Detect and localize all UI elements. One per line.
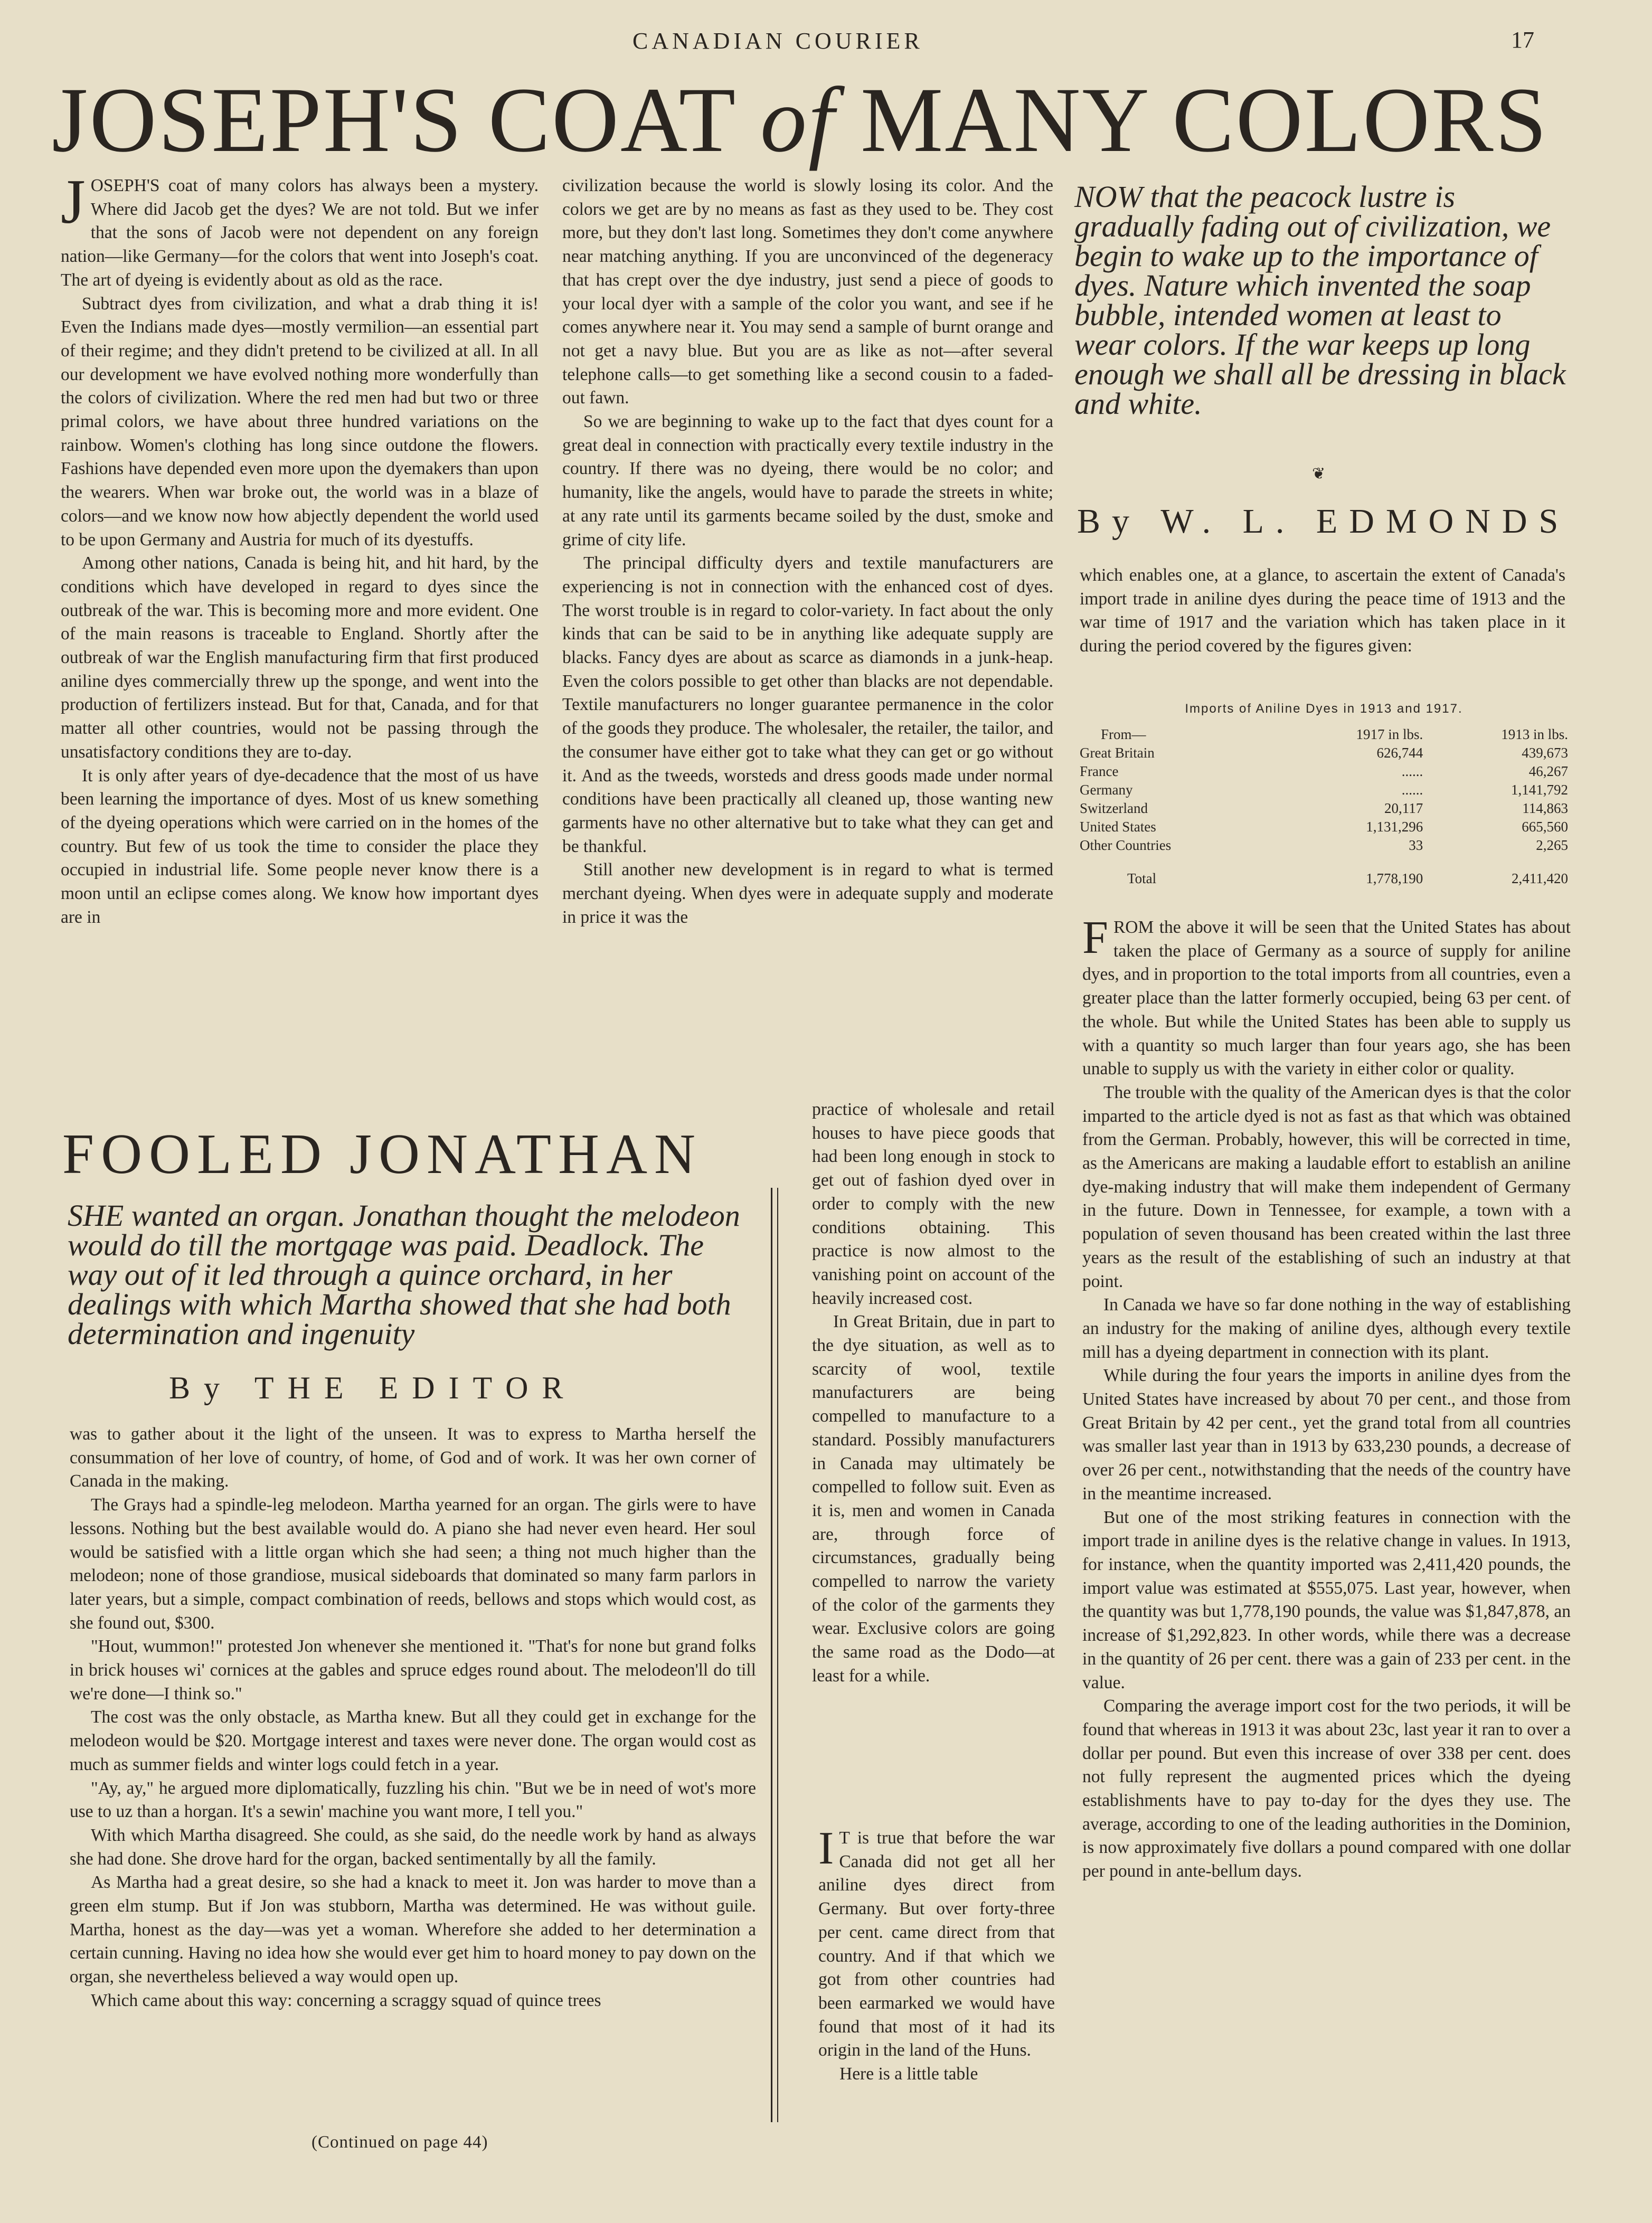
- continued-note: (Continued on page 44): [311, 2133, 488, 2152]
- story-byline: By THE EDITOR: [169, 1370, 577, 1405]
- ornament: ❦: [1312, 465, 1326, 483]
- table-row: [1080, 799, 1568, 818]
- drop-cap: F: [1082, 912, 1108, 963]
- paragraph: Comparing the average import cost for the two periods, it will be found that whereas in 1913 it was about 23c, last year it ran to over a dollar per pound. But even this increase of over 338 per cent. does not fully represent the augmented prices which the dyeing establishments have to pay to-day for the dyes they use. The average, according to one of the leading authorities in the Dominion, is now approximately five dollars a pound compared with one dollar per pound in ante-bellum days.: [1082, 1696, 1571, 1881]
- running-head: CANADIAN COURIER: [633, 28, 923, 54]
- paragraph: The principal difficulty dyers and textile manufacturers are experiencing is not in connection with the enhanced cost of dyes. The worst trouble is in regard to color-variety. In fact about the only kinds that can be said to be in anything like adequate supply are blacks. Fancy dyes are about as scarce as diamonds in a junk-heap. Even the colors possible to get other than blacks are not dependable. Textile manufacturers no longer guarantee permanence in the color of the goods they produce. The wholesaler, the retailer, the tailor, and the consumer have either got to take what they can get or go without it. And as the tweeds, worsteds and dress goods made under normal conditions have been practically all cleaned up, those wanting new garments have no other alternative but to take what they can get and be thankful.: [562, 553, 1053, 856]
- byline: By W. L. EDMONDS: [1077, 502, 1570, 541]
- paragraph: "Ay, ay," he argued more diplomatically, fuzzling his chin. "But we be in need of wot's more use to uz than a horgan. It's a sewin' machine you want more, I tell you.": [70, 1778, 756, 1822]
- paragraph: With which Martha disagreed. She could, as she said, do the needle work by hand as always she had done. She drove hard for the organ, backed sentimentally by all the family.: [70, 1825, 756, 1869]
- paragraph: The cost was the only obstacle, as Martha knew. But all they could get in exchange for the melodeon would be $20. Mortgage interest and taxes were never done. The organ would cost as much as summer fields and winter logs could fetch in a year.: [70, 1707, 756, 1774]
- table-cell: 626,744: [1376, 745, 1423, 761]
- table-row: [1080, 744, 1568, 762]
- paragraph: Which came about this way: concerning a scraggy squad of quince trees: [91, 1990, 601, 2010]
- table-cell: 439,673: [1522, 745, 1568, 761]
- article-column-3-continued: [818, 1823, 1055, 2086]
- article-column-4-continued: [1082, 912, 1571, 1884]
- table-cell: 665,560: [1522, 819, 1568, 835]
- article-column-1: [61, 166, 539, 930]
- table-header-row: [1080, 725, 1568, 744]
- paragraph: OSEPH'S coat of many colors has always been a mystery. Where did Jacob get the dyes? We are not told. But we infer that the sons of Jacob were not dependent on any foreign nation—like Germany—for the colors that went into Joseph's coat. The art of dyeing is evidently about as old as the race.: [61, 176, 539, 290]
- paragraph: Here is a little table: [839, 2064, 978, 2084]
- paragraph: Among other nations, Canada is being hit, and hit hard, by the conditions which have developed in regard to dyes since the outbreak of the war. This is becoming more and more evident. One of the main reasons is traceable to England. Shortly after the outbreak of war the English manufacturing firm that first produced aniline dyes commercially threw up the sponge, and went into the production of fertilizers instead. But for that, Canada, and for that matter all other countries, would not be passing through the unsatisfactory conditions they are to-day.: [61, 553, 539, 762]
- paragraph: ROM the above it will be seen that the United States has about taken the place of Germany as a source of supply for aniline dyes, and in proportion to the total imports from all countries, even a greater place than the latter formerly occupied, being 63 per cent. of the whole. But while the United States has been able to supply us with a quantity so much larger than four years ago, she has been unable to supply us with the variety in either color or quality.: [1082, 917, 1571, 1079]
- table-cell: 1,131,296: [1366, 819, 1423, 835]
- table-cell: 2,265: [1536, 837, 1568, 853]
- paragraph: practice of wholesale and retail houses to have piece goods that had been long enough in stock to get out of fashion dyed over in order to comply with the new conditions obtaining. This practice is now almost to the vanishing point on account of the heavily increased cost.: [812, 1100, 1055, 1308]
- page-number: 17: [1511, 27, 1534, 53]
- table-cell: Great Britain: [1080, 745, 1155, 761]
- table-cell: United States: [1080, 819, 1156, 835]
- main-title: [52, 69, 1549, 172]
- table-cell: 1,141,792: [1511, 782, 1568, 798]
- table-cell: 2,411,420: [1512, 871, 1568, 886]
- table-cell: 20,117: [1384, 800, 1423, 816]
- table-header: 1917 in lbs.: [1356, 726, 1423, 742]
- table-header: 1913 in lbs.: [1501, 726, 1568, 742]
- table-cell: 46,267: [1528, 763, 1568, 779]
- main-title-of: of: [760, 69, 836, 172]
- table-cell: ......: [1401, 763, 1423, 779]
- imports-table: [1080, 699, 1568, 888]
- table-header: From—: [1101, 726, 1146, 742]
- table-total-row: [1080, 855, 1568, 888]
- table-cell: 33: [1409, 837, 1423, 853]
- paragraph: was to gather about it the light of the unseen. It was to express to Martha herself the consummation of her love of country, of home, of God and of work. It was her own corner of Canada in the making.: [70, 1424, 756, 1491]
- table-total-label: Total: [1127, 871, 1157, 886]
- table-cell: Other Countries: [1080, 837, 1172, 853]
- paragraph: Subtract dyes from civilization, and what a drab thing it is! Even the Indians made dyes—mostly vermilion—an essential part of their regime; and they didn't pretend to be civilized at all. In all our development we have evolved nothing more wonderfully than the colors of civilization. Where the red men had but two or three primal colors, we have about three hundred variations on the rainbow. Women's clothing has long since outdone the flowers. Fashions have depended even more upon the dyemakers than upon the wearers. When war broke out, the world was in a blaze of colors—and we know now how abjectly dependent the world used to be upon Germany and Austria for much of its dyestuffs.: [61, 294, 539, 550]
- paragraph: In Canada we have so far done nothing in the way of establishing an industry for the making of aniline dyes, although every textile mill has a dyeing department in connection with its plant.: [1082, 1295, 1571, 1362]
- table-cell: France: [1080, 763, 1119, 779]
- table-row: [1080, 762, 1568, 781]
- paragraph: But one of the most striking features in connection with the import trade in aniline dyes is the relative change in values. In 1913, for instance, when the quantity imported was 2,411,420 pounds, the import value was estimated at $555,075. Last year, however, when the quantity was but 1,778,190 pounds, the value was $1,847,878, an increase of $1,292,823. In other words, while there was a decrease in the quantity of 26 per cent. there was a gain of 233 per cent. in the value.: [1082, 1507, 1571, 1692]
- paragraph: Still another new development is in regard to what is termed merchant dyeing. When dyes were in adequate supply and moderate in price it was the: [562, 860, 1053, 927]
- table-cell: Switzerland: [1080, 800, 1148, 816]
- paragraph: civilization because the world is slowly losing its color. And the colors we get are by no means as fast as they used to be. They cost more, but they don't last long. Sometimes they don't come anywhere near matching anything. If you are unconvinced of the degeneracy that has crept over the dye industry, just send a piece of goods to your local dyer with a sample of the color you want, and see if he comes anywhere near it. You may send a sample of burnt orange and not get a navy blue. But you are as like as not—after several telephone calls—to get something like a second cousin to a faded-out fawn.: [562, 176, 1053, 408]
- story-body: [70, 1423, 756, 2013]
- story-deck: SHE wanted an organ. Jonathan thought the melodeon would do till the mortgage was paid. Deadlock. The way out of it led through a quince orchard, in her dealings with which Martha showed that she had both determination and ingenuity: [68, 1198, 740, 1351]
- paragraph: In Great Britain, due in part to the dye situation, as well as to scarcity of wool, textile manufacturers are being compelled to manufacture to a standard. Possibly manufacturers in Canada may ultimately be compelled to follow suit. Even as it is, men and women in Canada are, through force of circumstances, gradually being compelled to narrow the variety of the color of the garments they wear. Exclusive colors are going the same road as the Dodo—at least for a while.: [812, 1312, 1055, 1686]
- article-deck: NOW that the peacock lustre is gradually fading out of civilization, we begin to wake up to the importance of dyes. Nature which invented the soap bubble, intended women at least to wear colors. If the war keeps up long enough we shall all be dressing in black and white.: [1074, 179, 1566, 421]
- article-column-3: [812, 1098, 1055, 1688]
- table-cell: 114,863: [1522, 800, 1568, 816]
- table-caption: Imports of Aniline Dyes in 1913 and 1917.: [1185, 702, 1463, 716]
- table-row: [1080, 781, 1568, 799]
- divider: [777, 1188, 778, 2122]
- main-title-part2: MANY COLORS: [860, 69, 1549, 172]
- paragraph: The Grays had a spindle-leg melodeon. Martha yearned for an organ. The girls were to have lessons. Nothing but the best available would do. A piano she had never even heard. Her soul would be satisfied with a little organ which she had seen; a thing not much higher than the melodeon; none of those grandiose, musical sideboards that dominated so many farm parlors in later years, but a simple, compact combination of reeds, bellows and stops which would cost, as she found out, $300.: [70, 1495, 756, 1633]
- paragraph: So we are beginning to wake up to the fact that dyes count for a great deal in connection with practically every textile industry in the country. If there was no dyeing, there would be no color; and humanity, like the angels, would have to parade the streets in white; at any rate until its garments became soiled by the dust, smoke and grime of city life.: [562, 412, 1053, 550]
- paragraph: It is only after years of dye-decadence that the most of us have been learning the importance of dyes. Most of us knew something of the dyeing operations which were carried on in the homes of the country. But few of us took the time to consider the place they occupied in industrial life. Some people never know there is a moon until an eclipse comes along. We know how important dyes are in: [61, 765, 539, 927]
- table-row: [1080, 818, 1568, 836]
- table-cell: Germany: [1080, 782, 1133, 798]
- paragraph: "Hout, wummon!" protested Jon whenever she mentioned it. "That's for none but grand folks in brick houses wi' cornices at the gables and spruce edges round about. The melodeon'll do till we're done—I think so.": [70, 1636, 756, 1704]
- divider: [771, 1188, 772, 2122]
- paragraph: which enables one, at a glance, to ascertain the extent of Canada's import trade in aniline dyes during the peace time of 1913 and the war time of 1917 and the variation which has taken place in it during the period covered by the figures given:: [1080, 565, 1565, 656]
- paragraph: The trouble with the quality of the American dyes is that the color imparted to the article dyed is not as fast as that which was obtained from the German. Probably, however, this will be corrected in time, as the Americans are making a laudable effort to establish an aniline dye-making industry that will make them independent of Germany in the future. Down in Tennessee, for example, a town with a population of seven thousand has been created within the last three years as the result of the establishing of such an industry at that point.: [1082, 1082, 1571, 1291]
- main-title-part1: JOSEPH'S COAT: [52, 69, 735, 172]
- article-column-4: [1080, 564, 1565, 658]
- article-column-2: [562, 174, 1053, 930]
- paragraph: T is true that before the war Canada did not get all her aniline dyes direct from Germany. But over forty-three per cent. came direct from that country. And if that which we got from other countries had been earmarked we would have found that most of it had its origin in the land of the Huns.: [818, 1828, 1055, 2060]
- drop-cap: I: [818, 1823, 834, 1874]
- paragraph: As Martha had a great desire, so she had a knack to meet it. Jon was harder to move than a green elm stump. But if Jon was stubborn, Martha was determined. He was without guile. Martha, honest as the day—was yet a woman. Wherefore she added to her determination a certain cunning. Having no idea how she would ever get him to hoard money to pay down on the organ, she nevertheless believed a way would open up.: [70, 1872, 756, 1987]
- table-cell: ......: [1401, 782, 1423, 798]
- paragraph: While during the four years the imports in aniline dyes from the United States have increased by about 70 per cent., and those from Great Britain by 42 per cent., yet the grand total from all countries was smaller last year than in 1913 by 633,230 pounds, a decrease of over 26 per cent., notwithstanding that the needs of the country have in the meantime increased.: [1082, 1366, 1571, 1503]
- table-cell: 1,778,190: [1366, 871, 1423, 886]
- drop-cap: J: [61, 166, 86, 237]
- story-title: FOOLED JONATHAN: [62, 1123, 702, 1186]
- table-row: [1080, 836, 1568, 855]
